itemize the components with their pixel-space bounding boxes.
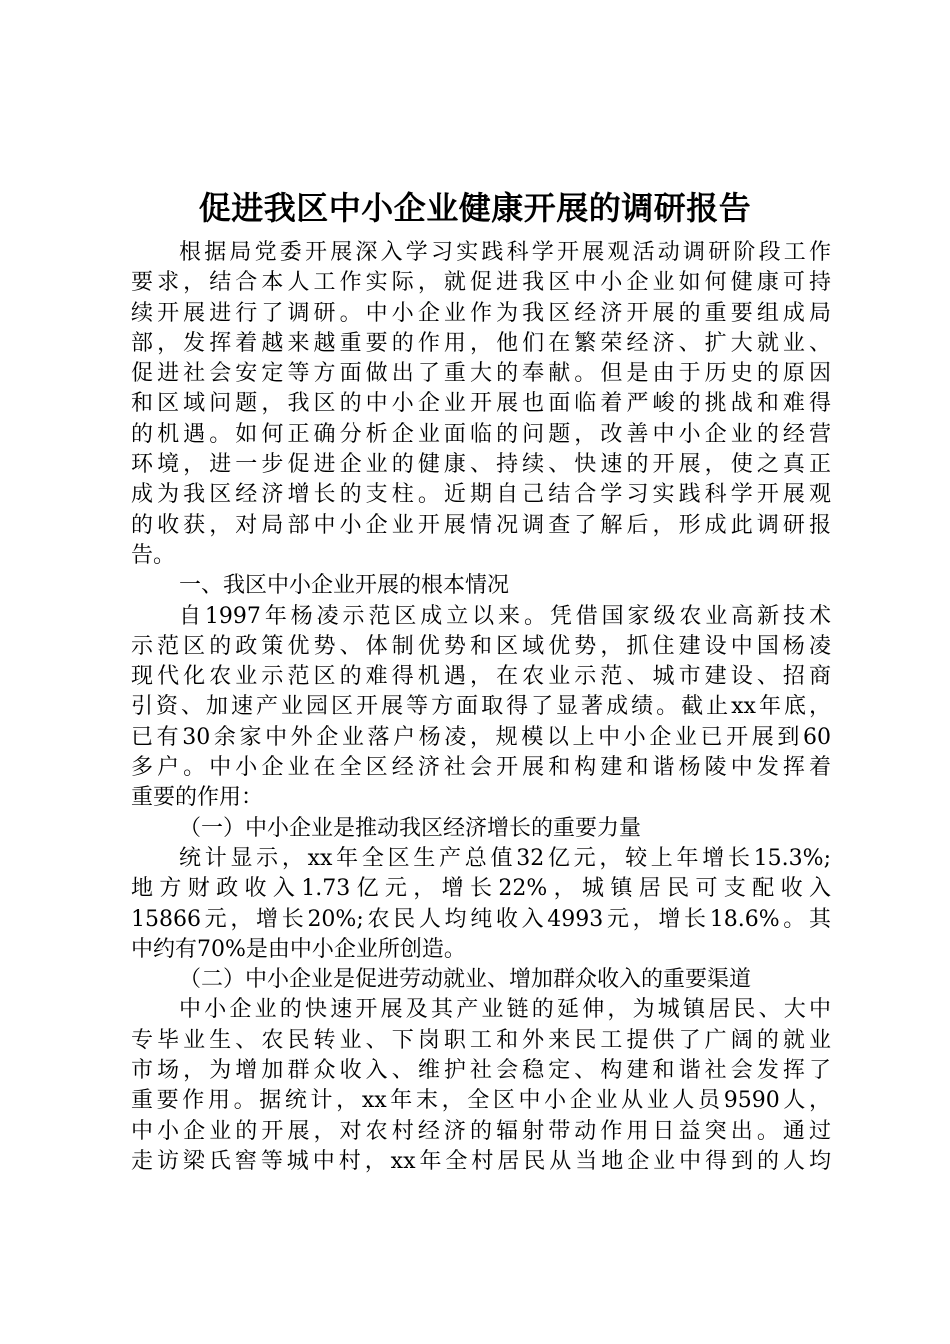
paragraph-line: 示范区的政策优势、体制优势和区域优势，抓住建设中国杨凌 [131,633,831,659]
paragraph-line: 中约有70%是由中小企业所创造。 [131,936,466,962]
paragraph-line: 15866元，增长20%;农民人均纯收入4993元，增长18.6%。其 [131,906,831,932]
subsection-heading: （一）中小企业是推动我区经济增长的重要力量 [179,815,642,841]
paragraph-line: 市场，为增加群众收入、维护社会稳定、构建和谐社会发挥了 [131,1058,831,1084]
paragraph-line: 现代化农业示范区的难得机遇，在农业示范、城市建设、招商 [131,664,831,690]
paragraph-line: 统计显示，xx年全区生产总值32亿元，较上年增长15.3%; [179,845,831,871]
paragraph-line: 要求，结合本人工作实际，就促进我区中小企业如何健康可持 [131,270,831,296]
paragraph-line: 走访梁氏窖等城中村，xx年全村居民从当地企业中得到的人均 [131,1148,831,1174]
paragraph-line: 多户。中小企业在全区经济社会开展和构建和谐杨陵中发挥着 [131,755,831,781]
paragraph-line: 重要作用。据统计，xx年末，全区中小企业从业人员9590人， [131,1088,831,1114]
section-heading: 一、我区中小企业开展的根本情况 [179,573,510,599]
paragraph-line: 已有30余家中外企业落户杨凌，规模以上中小企业已开展到60 [131,724,831,750]
paragraph-line: 告。 [131,542,176,568]
paragraph-line: 环境，进一步促进企业的健康、持续、快速的开展，使之真正 [131,452,831,478]
paragraph-line: 自1997年杨凌示范区成立以来。凭借国家级农业高新技术 [179,603,831,629]
paragraph-line: 成为我区经济增长的支柱。近期自己结合学习实践科学开展观 [131,482,831,508]
paragraph-line: 中小企业的开展，对农村经济的辐射带动作用日益突出。通过 [131,1118,831,1144]
paragraph-line: 促进社会安定等方面做出了重大的奉献。但是由于历史的原因 [131,361,831,387]
paragraph-line: 专毕业生、农民转业、下岗职工和外来民工提供了广阔的就业 [131,1027,831,1053]
paragraph-line: 引资、加速产业园区开展等方面取得了显著成绩。截止xx年底， [131,694,831,720]
paragraph-line: 重要的作用： [131,785,264,811]
paragraph-line: 和区域问题，我区的中小企业开展也面临着严峻的挑战和难得 [131,391,831,417]
paragraph-line: 的收获，对局部中小企业开展情况调查了解后，形成此调研报 [131,512,831,538]
paragraph-line: 的机遇。如何正确分析企业面临的问题，改善中小企业的经营 [131,421,831,447]
subsection-heading: （二）中小企业是促进劳动就业、增加群众收入的重要渠道 [179,967,752,993]
paragraph-line: 部，发挥着越来越重要的作用，他们在繁荣经济、扩大就业、 [131,330,831,356]
paragraph-line: 根据局党委开展深入学习实践科学开展观活动调研阶段工作 [179,240,831,265]
paragraph-line: 地方财政收入1.73亿元，增长22%，城镇居民可支配收入 [131,876,831,902]
document-title: 促进我区中小企业健康开展的调研报告 [198,189,752,227]
paragraph-line: 续开展进行了调研。中小企业作为我区经济开展的重要组成局 [131,300,831,326]
document-body [131,238,831,1177]
paragraph-line: 中小企业的快速开展及其产业链的延伸，为城镇居民、大中 [179,997,831,1023]
